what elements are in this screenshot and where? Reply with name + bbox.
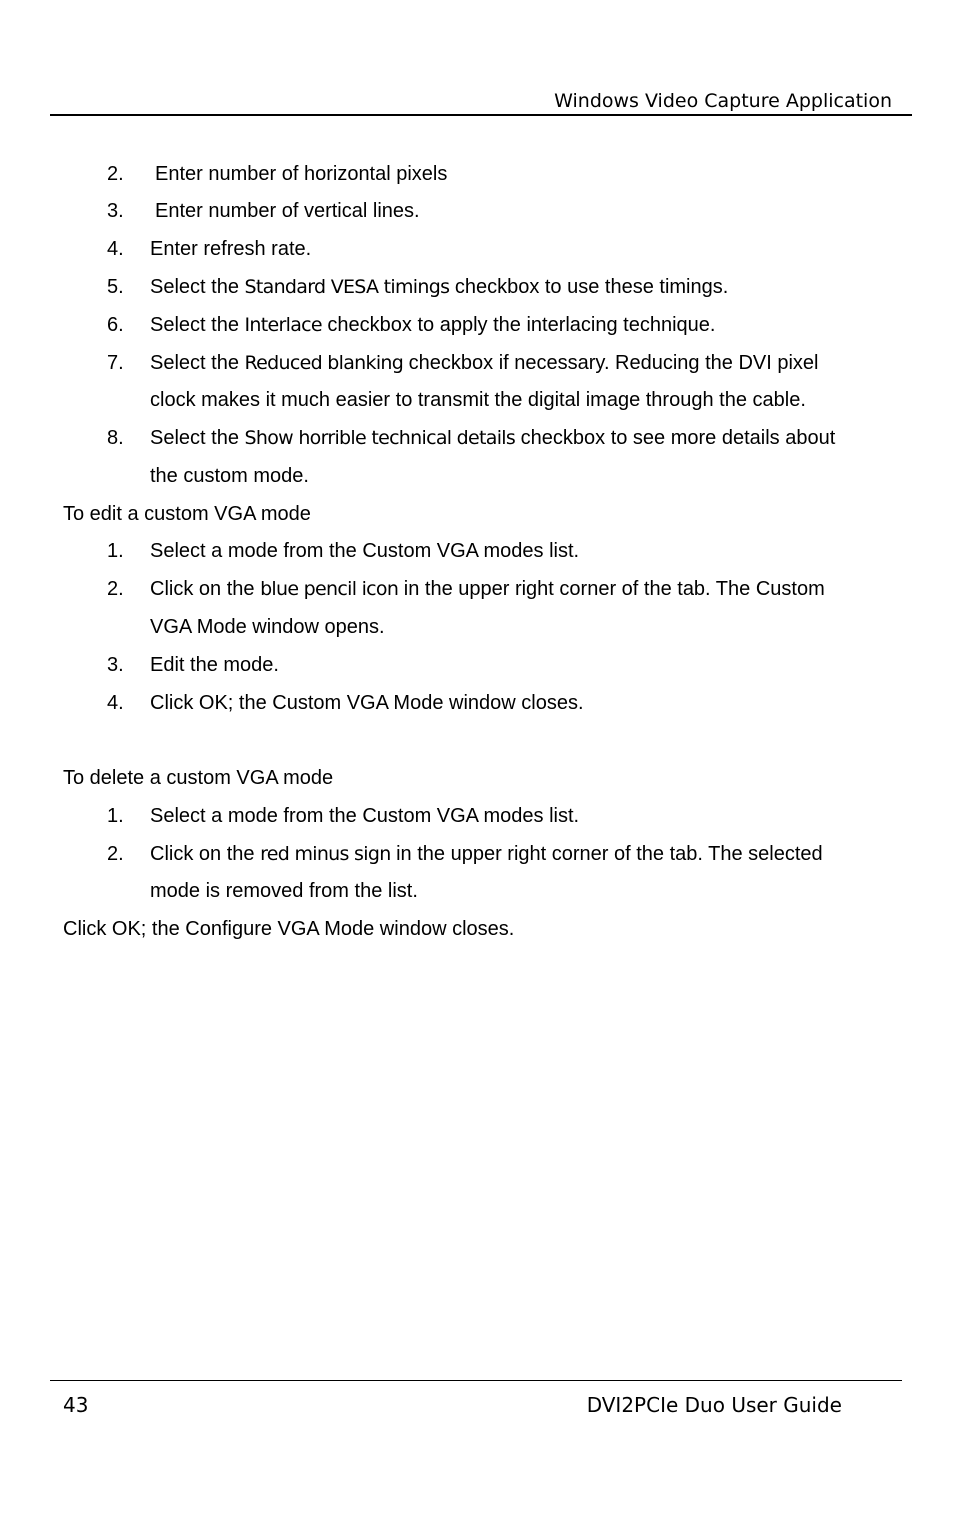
list-text: Enter refresh rate. <box>150 238 312 260</box>
text-run: checkbox to see more details about <box>515 427 836 449</box>
list-text: Click OK; the Custom VGA Mode window closes. <box>150 692 584 714</box>
list-number: 7. <box>107 352 124 374</box>
text-run: in the upper right corner of the tab. The selected <box>390 843 823 865</box>
footer-guide-title: DVI2PCIe Duo User Guide <box>586 1393 842 1417</box>
list-number: 3. <box>107 654 124 676</box>
list-item-continuation: clock makes it much easier to transmit the digital image through the cable. <box>150 389 806 411</box>
page-footer <box>50 1380 902 1417</box>
text-run: in the upper right corner of the tab. The Custom <box>398 578 825 600</box>
list-number: 6. <box>107 314 124 336</box>
ui-term: Interlace <box>244 314 322 336</box>
list-item-continuation: the custom mode. <box>150 465 309 487</box>
list-text <box>150 428 835 448</box>
list-number: 2. <box>107 163 124 185</box>
section-heading-delete: To delete a custom VGA mode <box>63 767 334 789</box>
text-run: Select the <box>150 314 245 336</box>
list-number: 1. <box>107 540 124 562</box>
list-number: 1. <box>107 805 124 827</box>
text-run: Select the <box>150 352 245 374</box>
list-text: Edit the mode. <box>150 654 279 676</box>
text-run: Select the <box>150 427 245 449</box>
list-number: 8. <box>107 427 124 449</box>
text-run: checkbox to apply the interlacing technique. <box>321 314 716 336</box>
ui-term: Standard VESA timings <box>244 276 450 298</box>
list-item-continuation: mode is removed from the list. <box>150 880 418 902</box>
page-number: 43 <box>63 1393 89 1417</box>
section-heading-edit: To edit a custom VGA mode <box>63 503 311 525</box>
ui-term: red minus sign <box>260 843 391 865</box>
ui-term: blue pencil icon <box>260 578 399 600</box>
closing-paragraph: Click OK; the Configure VGA Mode window closes. <box>63 918 515 940</box>
list-text <box>150 353 819 373</box>
list-text <box>150 844 823 864</box>
list-text <box>150 315 715 335</box>
list-number: 2. <box>107 578 124 600</box>
ui-term: Reduced blanking <box>244 352 404 374</box>
text-run: Click on the <box>150 578 261 600</box>
list-text <box>150 277 728 297</box>
list-text: Enter number of vertical lines. <box>155 200 420 222</box>
text-run: checkbox if necessary. Reducing the DVI pixel <box>403 352 819 374</box>
list-item-continuation: VGA Mode window opens. <box>150 616 385 638</box>
list-number: 4. <box>107 692 124 714</box>
ui-term: Show horrible technical details <box>244 427 516 449</box>
list-number: 5. <box>107 276 124 298</box>
list-text <box>150 579 825 599</box>
list-text: Enter number of horizontal pixels <box>155 163 448 185</box>
list-number: 3. <box>107 200 124 222</box>
text-run: Select the <box>150 276 245 298</box>
list-text: Select a mode from the Custom VGA modes list. <box>150 805 580 827</box>
header-title: Windows Video Capture Application <box>554 90 892 112</box>
text-run: checkbox to use these timings. <box>449 276 729 298</box>
list-number: 4. <box>107 238 124 260</box>
text-run: Click on the <box>150 843 261 865</box>
list-text: Select a mode from the Custom VGA modes list. <box>150 540 580 562</box>
running-header <box>50 88 912 116</box>
list-number: 2. <box>107 843 124 865</box>
